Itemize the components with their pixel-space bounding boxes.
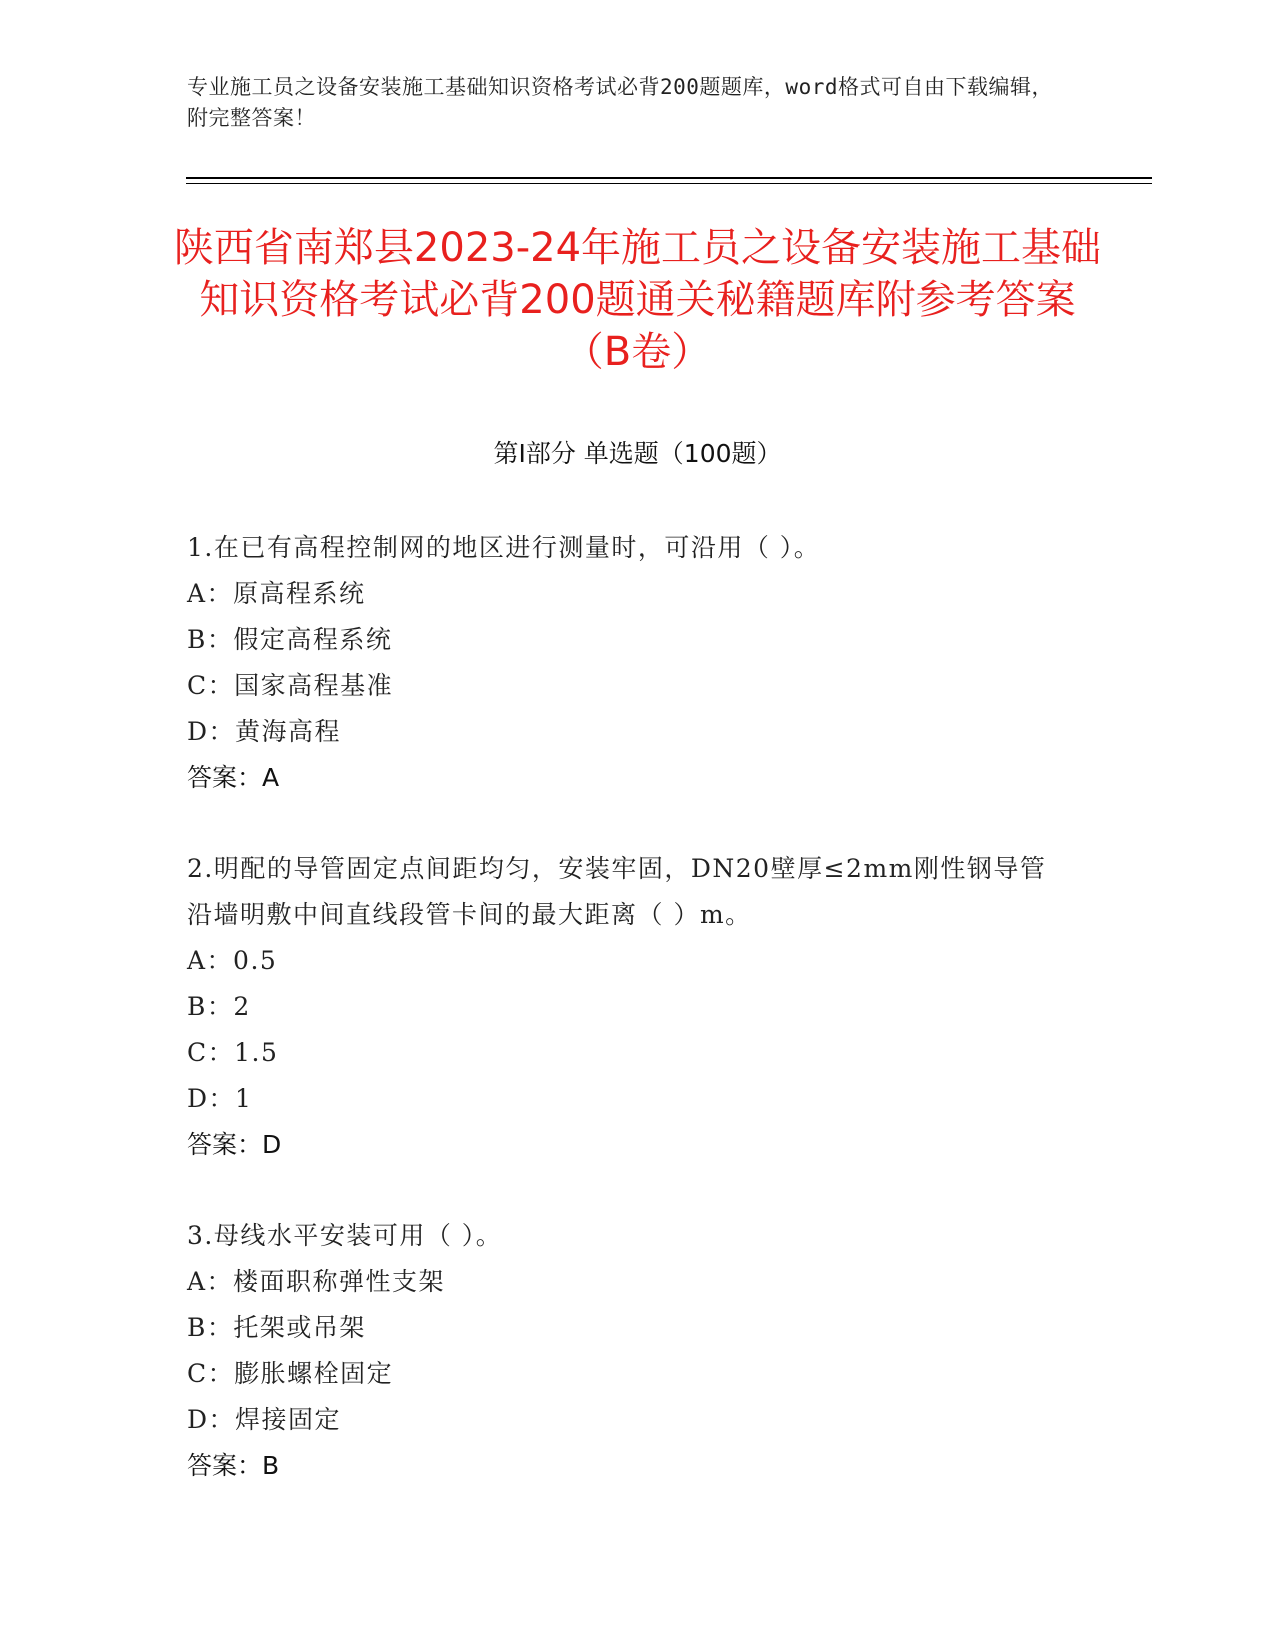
option-b: B：2 [187, 992, 251, 1021]
option-d: D：1 [187, 1084, 253, 1113]
option-a: A：楼面职称弹性支架 [187, 1267, 446, 1296]
question-stem: 2.明配的导管固定点间距均匀，安装牢固，DN20壁厚≤2mm刚性钢导管沿墙明敷中间直线段管卡间的最大距离（ ）m。 [187, 854, 1047, 929]
option-d: D：黄海高程 [187, 717, 342, 746]
option-c: C：膨胀螺栓固定 [187, 1359, 394, 1388]
question-2 [187, 846, 1067, 1168]
header-note: 专业施工员之设备安装施工基础知识资格考试必背200题题库，word格式可自由下载编辑，附完整答案！ [187, 75, 1053, 130]
option-c: C：国家高程基准 [187, 671, 394, 700]
header-divider-thick [186, 177, 1152, 179]
option-a: A：0.5 [187, 946, 278, 975]
option-d: D：焊接固定 [187, 1405, 342, 1434]
document-title: 陕西省南郑县2023-24年施工员之设备安装施工基础知识资格考试必背200题通关秘籍题库附参考答案（B卷） [173, 225, 1102, 375]
question-1 [187, 525, 1067, 801]
option-a: A：原高程系统 [187, 579, 366, 608]
section-title: 第I部分 单选题（100题） [493, 439, 782, 468]
answer: 答案：D [187, 1130, 282, 1159]
option-c: C：1.5 [187, 1038, 279, 1067]
header-divider-thin [186, 183, 1152, 184]
question-stem: 1.在已有高程控制网的地区进行测量时，可沿用（ ）。 [187, 533, 821, 562]
option-b: B：假定高程系统 [187, 625, 393, 654]
answer: 答案：B [187, 1451, 280, 1480]
question-3 [187, 1213, 1067, 1489]
option-b: B：托架或吊架 [187, 1313, 366, 1342]
question-stem: 3.母线水平安装可用（ ）。 [187, 1221, 503, 1250]
question-list [187, 525, 1067, 1534]
answer: 答案：A [187, 763, 280, 792]
